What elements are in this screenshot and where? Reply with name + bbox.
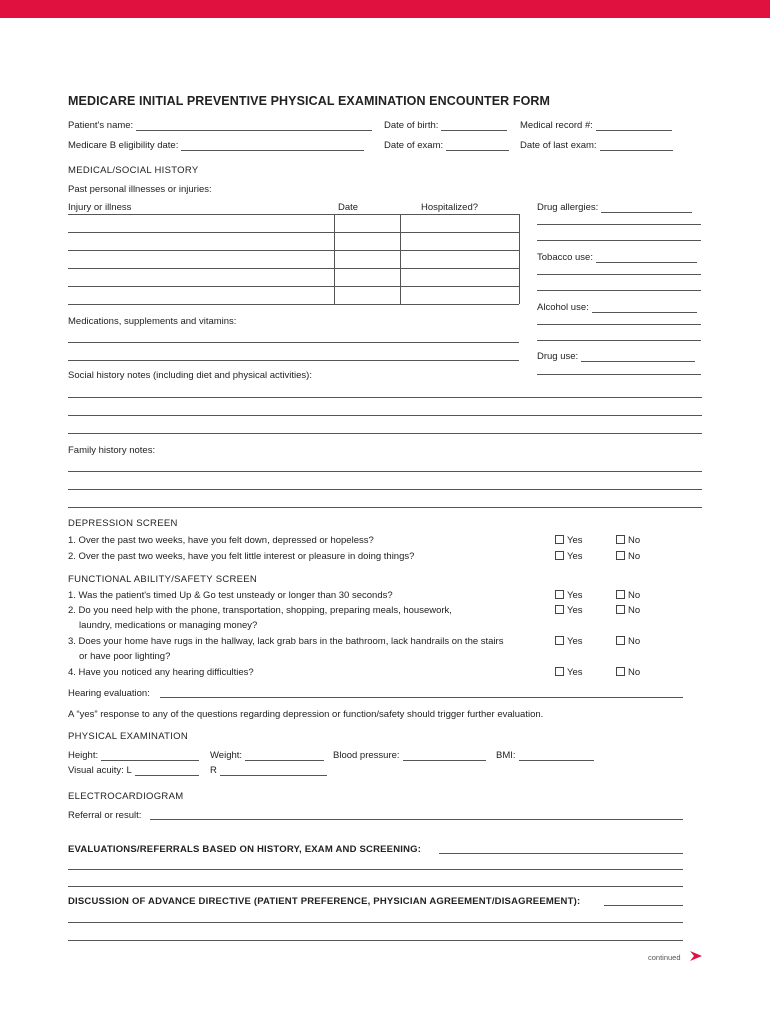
depression-question-2: 2. Over the past two weeks, have you felt little interest or pleasure in doing things? [68,551,415,562]
blank-line [537,340,701,341]
yes-checkbox[interactable] [555,636,583,647]
drug-use-label: Drug use: [537,351,579,362]
checkbox-icon [555,605,564,614]
medications-label: Medications, supplements and vitamins: [68,316,237,327]
yes-label: Yes [567,535,583,546]
col-hospitalized-label: Hospitalized? [421,202,479,213]
date-of-last-exam-label: Date of last exam: [520,140,597,151]
table-column-divider [519,214,520,304]
weight-label: Weight: [210,750,243,761]
checkbox-icon [616,551,625,560]
medications-line[interactable] [68,360,519,361]
weight-field[interactable] [210,750,324,761]
yes-label: Yes [567,667,583,678]
bmi-field[interactable] [496,750,594,761]
functional-question-2-cont: laundry, medications or managing money? [79,620,258,631]
checkbox-icon [555,590,564,599]
blood-pressure-field[interactable] [333,750,486,761]
table-column-divider [400,214,401,304]
tobacco-field[interactable] [537,252,697,263]
table-column-divider [334,214,335,304]
medical-record-field[interactable] [520,120,672,131]
functional-question-3: 3. Does your home have rugs in the hallway, lack grab bars in the bathroom, lack handrails on the stairs [68,636,504,647]
date-of-exam-field[interactable] [384,140,509,151]
referral-label: Referral or result: [68,810,142,821]
header-bar [0,0,770,18]
yes-checkbox[interactable] [555,551,583,562]
checkbox-icon [555,636,564,645]
height-field[interactable] [68,750,199,761]
medications-line[interactable] [68,342,519,343]
yes-checkbox[interactable] [555,590,583,601]
checkbox-icon [616,667,625,676]
depression-heading: DEPRESSION SCREEN [68,518,178,529]
table-row-line [68,304,519,305]
no-label: No [628,605,641,616]
blank-line [537,224,701,225]
tobacco-label: Tobacco use: [537,252,593,263]
no-checkbox[interactable] [616,636,640,647]
medicare-b-label: Medicare B eligibility date: [68,140,179,151]
drug-allergies-label: Drug allergies: [537,202,599,213]
evaluations-line[interactable] [439,853,683,854]
social-notes-line[interactable] [68,415,702,416]
table-row-line [68,286,519,287]
yes-label: Yes [567,605,583,616]
checkbox-icon [616,590,625,599]
table-row-line [68,250,519,251]
evaluation-note: A “yes” response to any of the questions regarding depression or function/safety should trigger further evaluation. [68,709,544,720]
checkbox-icon [555,551,564,560]
social-notes-label: Social history notes (including diet and physical activities): [68,370,312,381]
alcohol-label: Alcohol use: [537,302,589,313]
family-notes-line[interactable] [68,507,702,508]
evaluations-line[interactable] [68,869,683,870]
no-label: No [628,636,641,647]
checkbox-icon [616,636,625,645]
yes-label: Yes [567,590,583,601]
evaluations-heading: EVALUATIONS/REFERRALS BASED ON HISTORY, EXAM AND SCREENING: [68,844,422,855]
functional-heading: FUNCTIONAL ABILITY/SAFETY SCREEN [68,574,258,585]
physical-heading: PHYSICAL EXAMINATION [68,731,189,742]
patient-name-field[interactable] [68,120,372,131]
col-injury-label: Injury or illness [68,202,132,213]
col-date-label: Date [338,202,359,213]
yes-label: Yes [567,636,583,647]
bmi-label: BMI: [496,750,516,761]
form-title: MEDICARE INITIAL PREVENTIVE PHYSICAL EXAMINATION ENCOUNTER FORM [68,94,551,108]
table-row-line [68,268,519,269]
date-of-last-exam-field[interactable] [520,140,673,151]
no-label: No [628,551,641,562]
family-notes-label: Family history notes: [68,445,156,456]
advance-directive-heading: DISCUSSION OF ADVANCE DIRECTIVE (PATIENT PREFERENCE, PHYSICIAN AGREEMENT/DISAGREEMENT): [68,896,581,907]
drug-use-field[interactable] [537,351,695,362]
past-illnesses-label: Past personal illnesses or injuries: [68,184,212,195]
continued-arrow-icon [690,951,702,961]
date-of-exam-label: Date of exam: [384,140,444,151]
social-notes-line[interactable] [68,397,702,398]
no-label: No [628,590,641,601]
evaluations-line[interactable] [68,886,683,887]
functional-question-1: 1. Was the patient's timed Up & Go test unsteady or longer than 30 seconds? [68,590,393,601]
history-heading: MEDICAL/SOCIAL HISTORY [68,165,199,176]
functional-question-3-cont: or have poor lighting? [79,651,171,662]
no-checkbox[interactable] [616,535,640,546]
blank-line [537,374,701,375]
no-label: No [628,535,641,546]
yes-checkbox[interactable] [555,535,583,546]
alcohol-field[interactable] [537,302,697,313]
family-notes-line[interactable] [68,471,702,472]
blank-line [537,274,701,275]
referral-line[interactable] [150,819,683,820]
date-of-birth-field[interactable] [384,120,507,131]
patient-name-label: Patient's name: [68,120,134,131]
blood-pressure-label: Blood pressure: [333,750,400,761]
no-checkbox[interactable] [616,551,640,562]
advance-directive-line[interactable] [604,905,683,906]
yes-label: Yes [567,551,583,562]
table-row-line [68,232,519,233]
functional-question-2: 2. Do you need help with the phone, transportation, shopping, preparing meals, housework, [68,605,452,616]
medicare-b-field[interactable] [68,140,364,151]
family-notes-line[interactable] [68,489,702,490]
advance-directive-line[interactable] [68,922,683,923]
hearing-evaluation-label: Hearing evaluation: [68,688,150,699]
no-checkbox[interactable] [616,667,640,678]
functional-question-4: 4. Have you noticed any hearing difficulties? [68,667,254,678]
blank-line [537,240,701,241]
date-of-birth-label: Date of birth: [384,120,439,131]
depression-question-1: 1. Over the past two weeks, have you felt down, depressed or hopeless? [68,535,374,546]
yes-checkbox[interactable] [555,667,583,678]
checkbox-icon [555,535,564,544]
height-label: Height: [68,750,99,761]
advance-directive-line[interactable] [68,940,683,941]
yes-checkbox[interactable] [555,605,583,616]
checkbox-icon [555,667,564,676]
table-row-line [68,214,519,215]
drug-allergies-field[interactable] [537,202,692,213]
visual-acuity-label: Visual acuity: L [68,765,132,776]
checkbox-icon [616,605,625,614]
visual-acuity-right-field[interactable] [210,765,327,776]
medical-record-label: Medical record #: [520,120,593,131]
visual-acuity-left-field[interactable] [68,765,199,776]
ecg-heading: ELECTROCARDIOGRAM [68,791,184,802]
blank-line [537,324,701,325]
checkbox-icon [616,535,625,544]
no-checkbox[interactable] [616,605,640,616]
hearing-evaluation-line[interactable] [160,697,683,698]
blank-line [537,290,701,291]
no-label: No [628,667,641,678]
no-checkbox[interactable] [616,590,640,601]
social-notes-line[interactable] [68,433,702,434]
continued-label: continued [648,953,681,962]
visual-acuity-right-label: R [210,765,217,776]
